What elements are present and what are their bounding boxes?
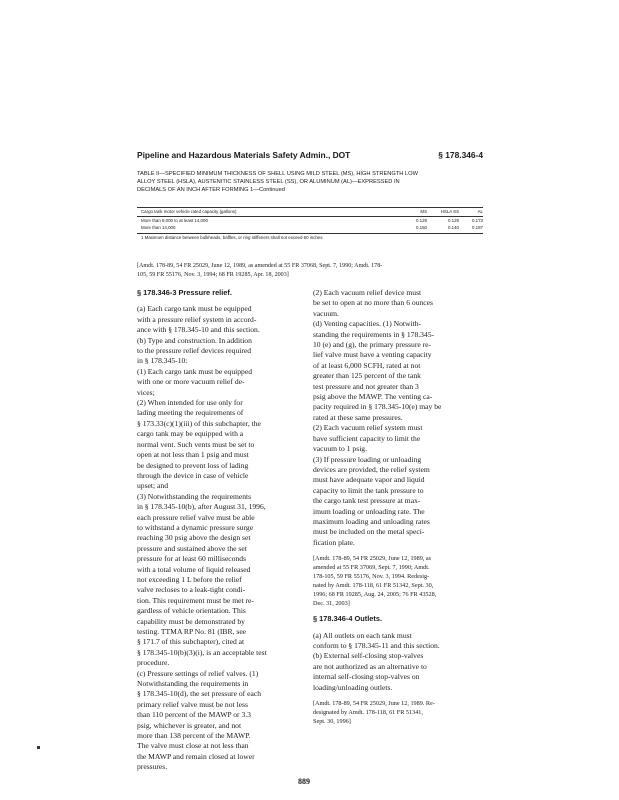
table-row <box>137 224 483 231</box>
body-text-line: be set to open at no more than 6 ounces <box>313 298 433 308</box>
body-text-line: in § 178.345-10: <box>137 356 188 366</box>
margin-mark <box>37 746 40 749</box>
body-text-line: pressures. <box>137 762 168 772</box>
amendment-line: Dec. 31, 2003] <box>313 600 350 608</box>
table-header-capacity: Cargo tank motor vehicle rated capacity (gallons) <box>141 209 237 214</box>
body-text-line: pacity required in § 178.345-10(e) may be <box>313 402 442 412</box>
body-text-line: (a) All outlets on each tank must <box>313 630 412 640</box>
body-text-line: conform to § 178.345-11 and this section. <box>313 640 440 650</box>
body-text-line: § 178.345-10(b)(3)(i), is an acceptable test <box>137 647 267 657</box>
body-text-line: are not authorized as an alternative to <box>313 661 427 671</box>
table-header-ms: MS <box>420 209 427 214</box>
page-number: 889 <box>298 777 310 786</box>
body-text-line: (a) Each cargo tank must be equipped <box>137 304 252 314</box>
body-text-line: (d) Venting capacities. (1) Notwith- <box>313 319 422 329</box>
body-text-line: the MAWP and remain closed at lower <box>137 751 255 761</box>
amendment-line: [Amdt. 178-89, 54 FR 25029, June 12, 1989. Re- <box>313 700 435 707</box>
body-text-line: with a pressure relief system in accord- <box>137 314 257 324</box>
body-text-line: § 173.33(c)(1)(iii) of this subchapter, the <box>137 418 261 428</box>
body-text-line: (b) External self-closing stop-valves <box>313 651 424 661</box>
body-text-line: be designed to prevent loss of lading <box>137 460 249 470</box>
table-header-hsla-ss: HSLA SS <box>440 209 459 214</box>
body-text-line: (1) Each cargo tank must be equipped <box>137 366 252 376</box>
body-text-line: must have adequate vapor and liquid <box>313 475 425 485</box>
body-text-line: § 171.7 of this subchapter), cited at <box>137 637 245 647</box>
body-text-line: ance with § 178.345-10 and this section. <box>137 325 260 335</box>
body-text-line: (2) Each vacuum relief device must <box>313 288 422 297</box>
table-cell: More than 8,000 to at least 14,000 <box>141 218 208 223</box>
body-text-line: to withstand a dynamic pressure surge <box>137 522 254 532</box>
table-cell: 0.173 <box>472 218 483 223</box>
amendment-line: 178-105, 59 FR 55176, Nov. 3, 1994. Redesig- <box>313 573 430 581</box>
body-text-line: testing. TTMA RP No. 81 (IBR, see <box>137 627 247 636</box>
body-text-line: procedure. <box>137 658 170 668</box>
table-caption-line: TABLE II—SPECIFIED MINIMUM THICKNESS OF SHELL USING MILD STEEL (MS), HIGH STRENGTH LOW <box>137 171 418 177</box>
body-text-line: than 110 percent of the MAWP or 3.3 <box>137 710 251 720</box>
body-text-line: fication plate. <box>313 537 355 547</box>
table-cell: 0.129 <box>448 218 459 223</box>
amendment-line: designated by Amdt. 178-118, 61 FR 51341, <box>313 709 423 716</box>
table-cell: 0.140 <box>448 225 459 230</box>
table-header-al: AL <box>477 209 483 214</box>
body-text-line: psig above the MAWP. The venting ca- <box>313 392 433 402</box>
amendment-line: [Amdt. 178-89, 54 FR 25029, June 12, 1989, as <box>313 555 432 563</box>
body-text-line: devices are provided, the relief system <box>313 464 430 474</box>
body-text-line: vacuum to 1 psig. <box>313 444 367 454</box>
body-text-line: The valve must close at not less than <box>137 741 249 751</box>
body-text-line: imum loading or unloading rate. The <box>313 506 425 516</box>
body-text-line: (2) Each vacuum relief system must <box>313 423 423 433</box>
amendment-line: nated by Amdt. 178-118, 61 FR 51342, Sept. 30, <box>313 582 434 590</box>
body-text-line: not exceeding 1 L before the relief <box>137 574 242 584</box>
body-text-line: with a total volume of liquid released <box>137 564 251 574</box>
right-text-column <box>313 288 483 726</box>
body-text-line: internal self-closing stop-valves on <box>313 672 420 682</box>
body-text-line: with one or more vacuum relief de- <box>137 377 245 387</box>
table-header-row <box>137 207 483 217</box>
body-text-line: in § 178.345-10(b), after August 31, 1996, <box>137 502 266 512</box>
body-text-line: gardless of vehicle orientation. This <box>137 606 246 616</box>
thickness-table <box>137 207 483 240</box>
table-caption-line: ALLOY STEEL (HSLA), AUSTENITIC STAINLESS STEEL (SS), OR ALUMINUM (AL)—EXPRESSED IN <box>137 179 400 185</box>
body-text-line: open at not less than 1 psig and must <box>137 450 249 460</box>
body-text-line: the cargo tank test pressure at max- <box>313 496 421 506</box>
table-caption <box>137 170 483 194</box>
body-text-line: more than 138 percent of the MAWP. <box>137 731 251 741</box>
body-text-line: vacuum. <box>313 308 339 318</box>
body-text-line: each pressure relief valve must be able <box>137 512 255 522</box>
body-text-line: have sufficient capacity to limit the <box>313 433 421 443</box>
body-text-line: must be included on the metal speci- <box>313 527 425 537</box>
section-heading: § 178.346-4 Outlets. <box>313 614 383 624</box>
table-row <box>137 217 483 224</box>
body-text-line: through the device in case of vehicle <box>137 470 249 480</box>
body-text-line: vices; <box>137 387 155 397</box>
body-text-line: greater than 125 percent of the tank <box>313 371 421 381</box>
amendment-line: 105, 59 FR 55176, Nov. 3, 1994; 68 FR 19285, Apr. 18, 2003] <box>137 272 289 278</box>
amendment-line: amended at 55 FR 37069, Sept. 7, 1990; Amdt. <box>313 564 430 572</box>
body-text-line: capacity to limit the tank pressure to <box>313 485 424 495</box>
body-text-line: psig, whichever is greater, and not <box>137 720 242 730</box>
amendment-line: 1996; 68 FR 19285, Aug. 24, 2005; 76 FR 43528, <box>313 591 437 599</box>
body-text-line: primary relief valve must be not less <box>137 699 248 709</box>
body-text-line: lief valve must have a venting capacity <box>313 350 432 360</box>
body-text-line: upset; and <box>137 481 169 491</box>
section-heading: § 178.346-3 Pressure relief. <box>137 288 232 297</box>
body-text-line: cargo tank may be equipped with a <box>137 429 244 439</box>
body-text-line: (c) Pressure settings of relief valves. (1) <box>137 668 259 678</box>
left-text-column <box>137 288 307 773</box>
body-text-line: of at least 6,000 SCFH, rated at not <box>313 360 421 370</box>
body-text-line: Notwithstanding the requirements in <box>137 679 249 689</box>
body-text-line: (2) When intended for use only for <box>137 398 243 408</box>
amendment-line: [Amdt. 178-89, 54 FR 25029, June 12, 1989, as amended at 55 FR 37068, Sept. 7, 1990; Amdt. 178- <box>137 263 383 269</box>
body-text-line: (b) Type and construction. In addition <box>137 335 252 345</box>
body-text-line: pressure and sustained above the set <box>137 543 247 553</box>
body-text-line: valve recloses to a leak-tight condi- <box>137 585 246 595</box>
body-text-line: lading meeting the requirements of <box>137 408 244 418</box>
header-section-number: § 178.346-4 <box>438 150 483 160</box>
body-text-line: rated at these same pressures. <box>313 412 403 422</box>
body-text-line: tion. This requirement must be met re- <box>137 595 254 605</box>
table-footnote: 1 Maximum distance between bulkheads, baffles, or ring stiffeners shall not exceed 60 inches. <box>137 233 483 240</box>
body-text-line: to the pressure relief devices required <box>137 346 252 356</box>
table-caption-line: DECIMALS OF AN INCH AFTER FORMING 1—Continued <box>137 187 285 193</box>
body-text-line: pressure for at least 60 milliseconds <box>137 554 247 564</box>
body-text-line: § 178.345-10(d), the set pressure of each <box>137 689 261 699</box>
body-text-line: maximum loading and unloading rates <box>313 516 430 526</box>
header-agency: Pipeline and Hazardous Materials Safety Admin., DOT <box>137 150 351 160</box>
body-text-line: (3) Notwithstanding the requirements <box>137 491 252 501</box>
amendment-line: Sept. 30, 1996] <box>313 718 351 725</box>
body-text-line: reaching 30 psig above the design set <box>137 533 251 543</box>
table-cell: More than 14,000 <box>141 225 176 230</box>
table-cell: 0.150 <box>416 225 427 230</box>
table-amendment-note <box>137 262 483 280</box>
running-header <box>137 150 483 164</box>
body-text-line: capability must be demonstrated by <box>137 616 245 626</box>
table-cell: 0.187 <box>472 225 483 230</box>
body-text-line: loading/unloading outlets. <box>313 682 393 692</box>
body-text-line: standing the requirements in § 178.345- <box>313 329 435 339</box>
body-text-line: 10 (e) and (g), the primary pressure re- <box>313 340 432 350</box>
body-text-line: normal vent. Such vents must be set to <box>137 439 255 449</box>
body-text-line: test pressure and not greater than 3 <box>313 381 419 391</box>
table-cell: 0.129 <box>416 218 427 223</box>
body-text-line: (3) If pressure loading or unloading <box>313 454 422 464</box>
